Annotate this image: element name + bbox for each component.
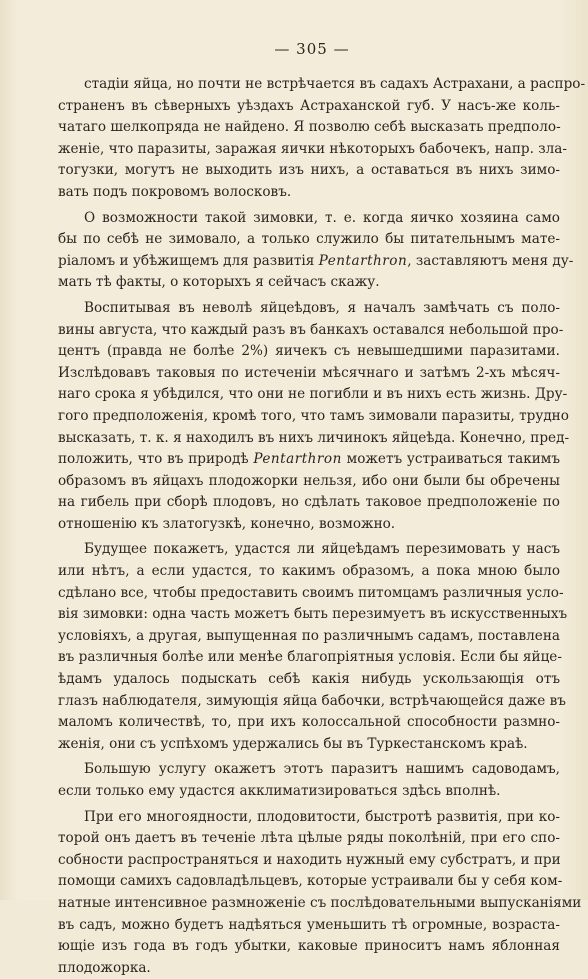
text-line: сдѣлано все, чтобы предоставить своимъ питомцамъ различныя усло-	[58, 584, 564, 601]
text-line: вины августа, что каждый разъ въ банкахъ оставался небольшой про-	[58, 321, 564, 338]
page-number: — 305 —	[274, 40, 350, 58]
paragraph	[58, 807, 582, 979]
text-line: Большую услугу окажетъ этотъ паразитъ нашимъ садоводамъ,	[84, 761, 560, 778]
text-line: маломъ количествѣ, то, при ихъ колоссальной способности размно-	[58, 714, 560, 731]
text-line: гого предположенія, кромѣ того, что тамъ зимовали паразиты, трудно	[58, 407, 569, 424]
genus-name: Pentarthron	[318, 252, 408, 269]
text-line: тогузки, могутъ не выходить изъ нихъ, а оставаться въ нихъ зимо-	[58, 162, 560, 179]
text-line: собности распространяться и находить нужный ему субстратъ, и при	[58, 851, 561, 868]
paragraph	[58, 759, 560, 802]
text-line: бы по себѣ не зимовало, а только служило бы питательнымъ мате-	[58, 231, 560, 248]
text-line: ріаломъ и убѣжищемъ для развитія Pentarthron, заставляютъ меня ду-	[58, 252, 574, 269]
text-line: центъ (правда не болѣе 2%) яичекъ съ невышедшими паразитами.	[58, 343, 560, 360]
text-line: Будущее покажетъ, удастся ли яйцеѣдамъ перезимовать у насъ	[84, 541, 560, 558]
text-line: вать подъ покровомъ волосковъ.	[58, 183, 292, 200]
text-line: ющіе изъ года въ годъ убытки, каковые приноситъ намъ яблонная	[58, 938, 560, 955]
text-line: если только ему удастся акклиматизироваться здѣсь вполнѣ.	[58, 783, 501, 799]
text-line: мать тѣ факты, о которыхъ я сейчасъ скажу.	[58, 274, 380, 291]
text-line: стадіи яйца, но почти не встрѣчается въ садахъ Астрахани, а распро-	[84, 76, 586, 92]
text-line: глазъ наблюдателя, зимующія яйца бабочки, встрѣчающейся даже въ	[58, 692, 566, 709]
text-line: Воспитывая въ неволѣ яйцеѣдовъ, я началъ замѣчать съ поло-	[84, 299, 560, 316]
text-line: женіе, что паразиты, заражая яички нѣкоторыхъ бабочекъ, напр. зла-	[58, 140, 568, 157]
text-line: въ различныя болѣе или менѣе благопріятныя условія. Если бы яйце-	[58, 649, 562, 666]
paragraph	[58, 208, 574, 294]
text-line: помощи самихъ садовладѣльцевъ, которые устраивали бы у себя ком-	[58, 873, 563, 890]
text-line: наго срока я убѣдился, что они не погибли и въ нихъ есть жизнь. Дру-	[58, 386, 568, 403]
text-line: натные интенсивное размноженіе съ послѣдовательными выпусканіями	[58, 894, 582, 911]
text-line: Изслѣдовавъ таковыя по истеченіи мѣсячнаго и затѣмъ 2-хъ мѣсяч-	[58, 364, 560, 381]
text-line: При его многоядности, плодовитости, быстротѣ развитія, при ко-	[84, 808, 560, 825]
text-line: женія, они съ успѣхомъ удержались бы въ Туркестанскомъ краѣ.	[58, 735, 528, 752]
text-line: положить, что въ природѣ Pentarthron можетъ устраиваться такимъ	[58, 451, 560, 468]
text-line: О возможности такой зимовки, т. е. когда яичко хозяина само	[84, 209, 560, 226]
paragraph	[58, 298, 570, 536]
text-line: или нѣтъ, а если удастся, то какимъ образомъ, а пока мною было	[58, 563, 560, 580]
text-line: торой онъ даетъ въ теченіе лѣта цѣлые ряды поколѣній, при его спо-	[58, 830, 560, 847]
text-line: плодожорка.	[58, 959, 151, 976]
body-text	[58, 74, 586, 979]
text-line: ѣдамъ удалось подыскать себѣ какія нибудь ускользающія отъ	[58, 671, 560, 688]
text-line: вія зимовки: одна часть можетъ быть перезимуетъ въ искусственныхъ	[58, 606, 568, 623]
text-line: высказать, т. к. я находилъ въ нихъ личинокъ яйцеѣда. Конечно, пред-	[58, 429, 570, 446]
text-line: условіяхъ, а другая, выпущенная по различнымъ садамъ, поставлена	[58, 627, 560, 644]
text-line: на гибель при сборѣ плодовъ, но сдѣлать таковое предположеніе по	[58, 494, 560, 511]
text-line: чатаго шелкопряда не найдено. Я позволю себѣ высказать предполо-	[58, 119, 561, 136]
genus-name: Pentarthron	[253, 451, 342, 468]
text-line: отношенію къ златогузкѣ, конечно, возможно.	[58, 515, 396, 532]
paragraph	[58, 74, 586, 204]
paragraph	[58, 539, 568, 755]
text-line: образомъ въ яйцахъ плодожорки нельзя, ибо они были бы обречены	[58, 472, 560, 489]
text-line: страненъ въ сѣверныхъ уѣздахъ Астраханской губ. У насъ-же коль-	[58, 97, 560, 114]
text-line: въ садъ, можно будетъ надѣяться уменьшить тѣ огромные, возраста-	[58, 916, 560, 933]
